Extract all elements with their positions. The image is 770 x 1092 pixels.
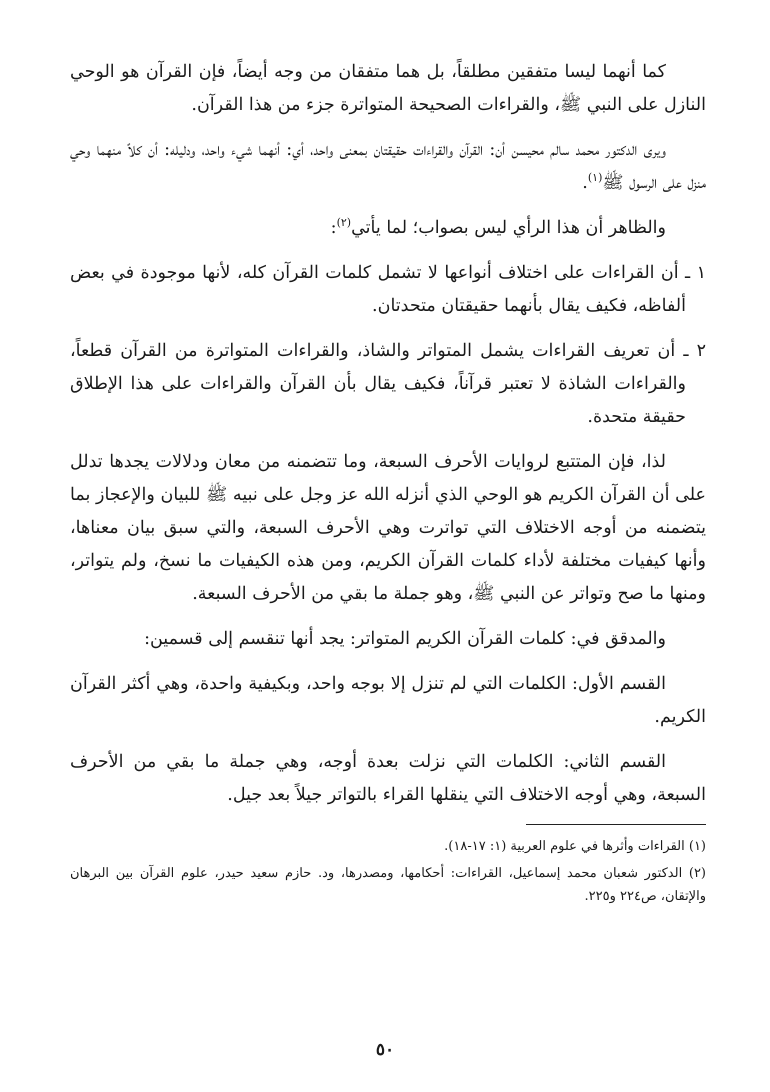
list-item-1-text: ١ ـ أن القراءات على اختلاف أنواعها لا تشمل كلمات القرآن كله، لأنها موجودة في بعض ألفاظه، فكيف يقال بأنهما حقيقتان متحدتان.: [70, 263, 706, 316]
paragraph-6: [70, 446, 706, 611]
paragraph-7-text: والمدقق في: كلمات القرآن الكريم المتواتر: يجد أنها تنقسم إلى قسمين:: [144, 629, 666, 649]
paragraph-2-end: .: [582, 173, 588, 193]
footnote-1-text: (١) القراءات وأثرها في علوم العربية (١: ١٧-١٨).: [444, 839, 706, 854]
footnote-2-text: (٢) الدكتور شعبان محمد إسماعيل، القراءات: أحكامها، ومصدرها، ود. حازم سعيد حيدر، علوم القرآن بين البرهان والإتقان، ص٢٢٤ و٢٢٥.: [70, 866, 706, 904]
paragraph-3-text: والظاهر أن هذا الرأي ليس بصواب؛ لما يأتي: [351, 218, 666, 238]
footnote-ref-1[interactable]: (١): [587, 171, 603, 185]
footnote-1: [70, 835, 706, 858]
paragraph-2: [70, 134, 706, 200]
footnote-2: [70, 862, 706, 908]
list-item-1: [70, 257, 706, 323]
footnotes-section: [70, 835, 706, 908]
paragraph-7: [70, 623, 706, 656]
paragraph-9-text: القسم الثاني: الكلمات التي نزلت بعدة أوجه، وهي جملة ما بقي من الأحرف السبعة، وهي أوجه الاختلاف التي ينقلها القراء بالتواتر جيلاً بعد جيل.: [70, 752, 706, 805]
footnote-ref-2[interactable]: (٢): [336, 216, 352, 230]
paragraph-8-text: القسم الأول: الكلمات التي لم تنزل إلا بوجه واحد، وبكيفية واحدة، وهي أكثر القرآن الكريم.: [70, 674, 706, 727]
paragraph-6-text: لذا، فإن المتتبع لروايات الأحرف السبعة، وما تتضمنه من معان ودلالات يجدها تدلل على أن القرآن الكريم هو الوحي الذي أنزله الله عز وجل على نبيه ﷺ للبيان والإعجاز بما يتضمنه من أوجه الاختلاف التي تواترت وهي الأحرف السبعة، والتي سبق بيان معناها، وأنها كيفيات مختلفة لأداء كلمات القرآن الكريم، ومن هذه الكيفيات ما نسخ، ولم يتواتر، ومنها ما صح وتواتر عن النبي ﷺ، وهو جملة ما بقي من الأحرف السبعة.: [70, 452, 706, 604]
page-number: ٥٠: [375, 1040, 395, 1060]
paragraph-3: [70, 212, 706, 245]
paragraph-1: [70, 56, 706, 122]
list-item-2-text: ٢ ـ أن تعريف القراءات يشمل المتواتر والشاذ، والقراءات المتواترة من القرآن قطعاً، والقراءات الشاذة لا تعتبر قرآناً، فكيف يقال بأن القرآن والقراءات على هذا الإطلاق حقيقة متحدة.: [70, 341, 706, 427]
paragraph-1-text: كما أنهما ليسا متفقين مطلقاً، بل هما متفقان من وجه أيضاً، فإن القرآن هو الوحي النازل على النبي ﷺ، والقراءات الصحيحة المتواترة جزء من هذا القرآن.: [70, 62, 706, 115]
paragraph-2-text: ويرى الدكتور محمد سالم محيسن أن: القرآن والقراءات حقيقتان بمعنى واحد، أي: أنهما شيء واحد، ودليله: أن كلاً منهما وحي منزل على الرسول ﷺ: [70, 140, 706, 193]
page-body: [70, 56, 706, 912]
paragraph-8: [70, 668, 706, 734]
list-item-2: [70, 335, 706, 434]
paragraph-9: [70, 746, 706, 812]
paragraph-3-end: :: [330, 218, 337, 238]
footnote-divider: [526, 824, 706, 825]
